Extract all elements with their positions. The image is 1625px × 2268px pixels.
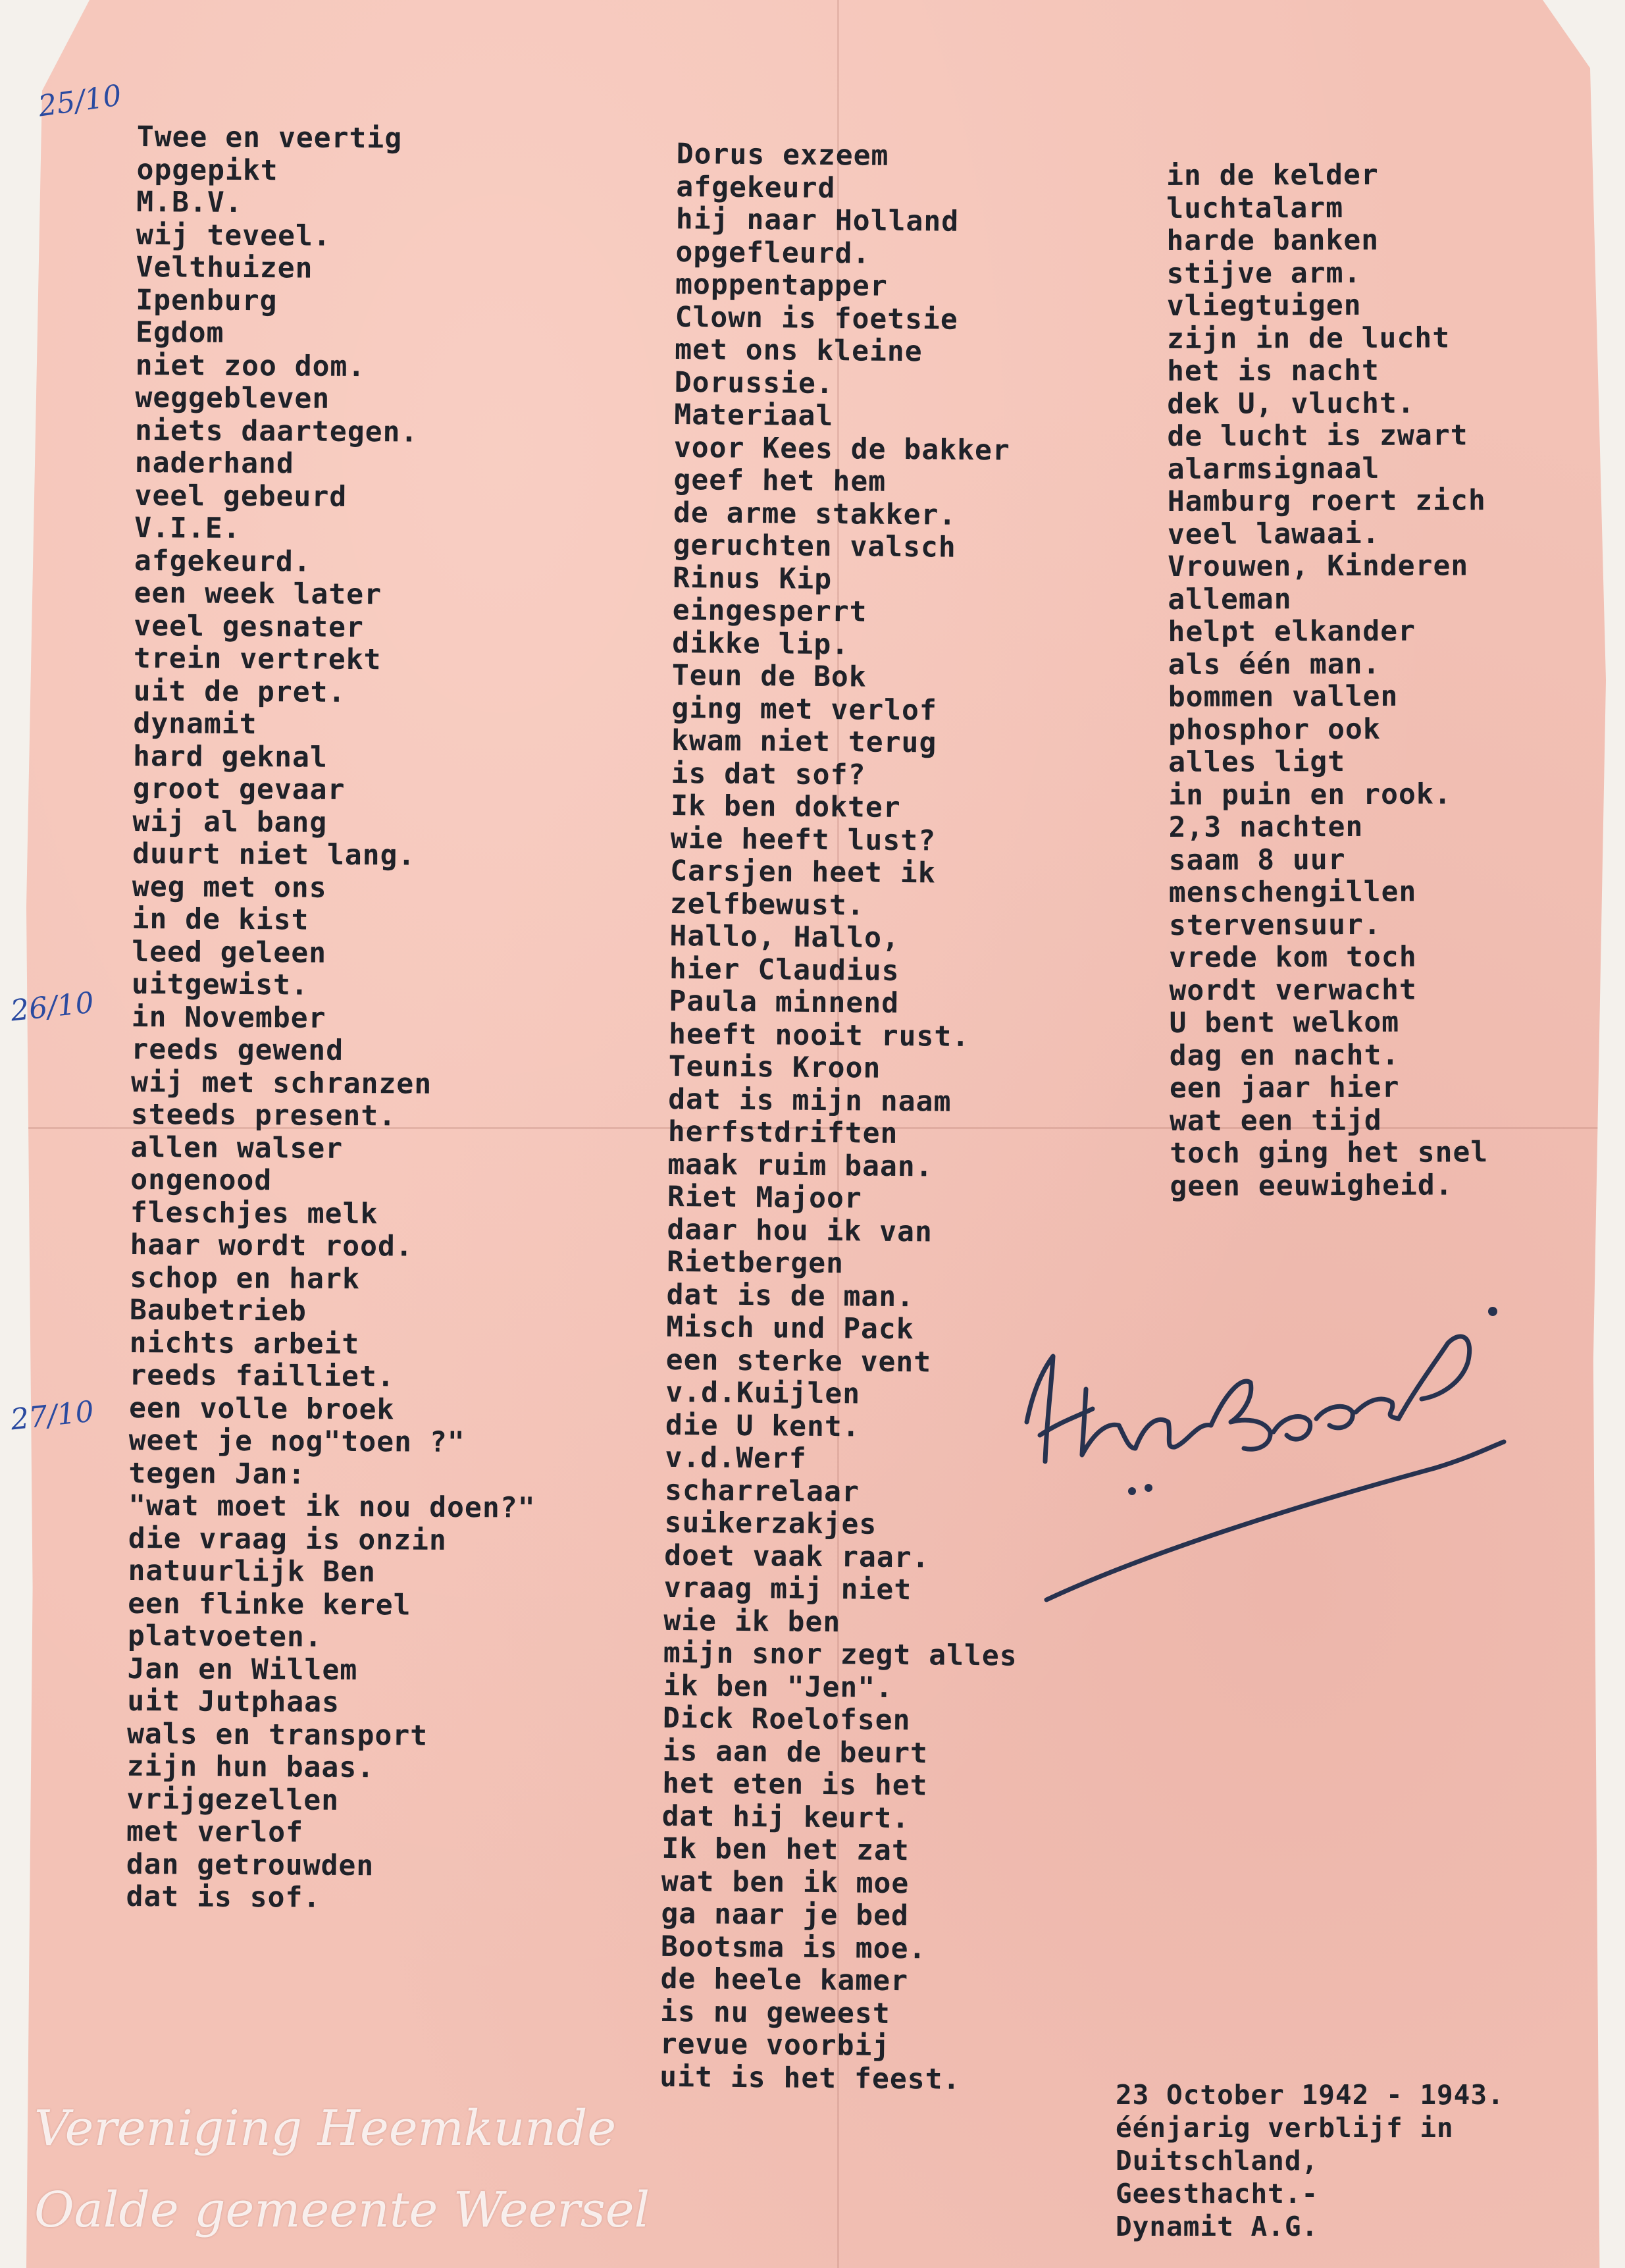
poem-line: Ik ben dokter [670, 789, 901, 825]
poem-line: Dorussie. [674, 365, 834, 400]
poem-line: scharrelaar [664, 1473, 860, 1509]
poem-line: dat is sof. [126, 1880, 321, 1914]
poem-line: allen walser [130, 1130, 344, 1165]
signature [1014, 1290, 1514, 1606]
poem-line: niet zoo dom. [135, 348, 366, 383]
poem-line: éénjarig verblijf in [1116, 2112, 1454, 2144]
poem-line: de lucht is zwart [1167, 419, 1468, 453]
footer-note [1116, 2078, 1505, 2243]
watermark-line-1: Vereniging Heemkunde [34, 2100, 617, 2157]
poem-line: hier Claudius [669, 952, 900, 988]
poem-line: hard geknal [132, 739, 328, 774]
handwritten-date-1: 25/10 [36, 78, 124, 124]
poem-line: Dorus exzeem [676, 138, 889, 172]
poem-line: afgekeurd [676, 170, 836, 205]
poem-line: platvoeten. [127, 1619, 322, 1654]
poem-line: Egdom [135, 315, 224, 350]
poem-line: voor Kees de bakker [673, 431, 1010, 467]
poem-line: is dat sof? [671, 756, 866, 792]
poem-line: alles ligt [1168, 745, 1346, 779]
poem-line: een sterke vent [665, 1343, 932, 1379]
poem-line: bommen vallen [1168, 679, 1399, 714]
poem-line: uitgewist. [131, 967, 309, 1002]
poem-line: Teunis Kroon [668, 1049, 881, 1085]
poem-line: in de kist [132, 902, 309, 937]
poem-line: vrede kom toch [1169, 940, 1417, 974]
poem-line: Riet Majoor [667, 1180, 862, 1215]
poem-column-2 [659, 138, 1031, 2097]
poem-line: hij naar Holland [675, 202, 960, 238]
handwritten-date-3: 27/10 [9, 1394, 96, 1437]
poem-column-1 [126, 121, 544, 1916]
poem-line: de heele kamer [660, 1962, 909, 1998]
poem-line: dat hij keurt. [661, 1799, 910, 1835]
poem-line: Misch und Pack [666, 1310, 914, 1346]
poem-line: Clown is foetsie [675, 300, 959, 336]
poem-line: vraag mij niet [663, 1571, 912, 1607]
poem-line: reeds failliet. [129, 1358, 395, 1394]
poem-line: Ik ben het zat [661, 1832, 910, 1868]
watermark-line-2: Oalde gemeente Weersel [34, 2182, 650, 2238]
poem-line: Geesthacht.- [1116, 2178, 1319, 2209]
poem-line: Materiaal [674, 398, 834, 433]
poem-line: ging met verlof [671, 691, 937, 727]
poem-line: Vrouwen, Kinderen [1168, 549, 1469, 583]
poem-line: nichts arbeit [129, 1326, 360, 1361]
poem-line: helpt elkander [1168, 614, 1416, 648]
poem-line: dikke lip. [672, 626, 850, 661]
poem-line: Dynamit A.G. [1116, 2211, 1319, 2242]
poem-line: afgekeurd. [134, 544, 311, 579]
poem-line: Carsjen heet ik [670, 854, 936, 890]
poem-line: in de kelder [1166, 158, 1379, 192]
poem-line: maak ruim baan. [667, 1147, 933, 1183]
poem-line: dan getrouwden [126, 1847, 374, 1882]
poem-column-3 [1166, 159, 1489, 1203]
poem-line: ik ben "Jen". [663, 1669, 894, 1704]
poem-line: v.d.Werf [665, 1440, 807, 1475]
poem-line: stervensuur. [1168, 908, 1381, 942]
poem-line: V.I.E. [134, 511, 241, 545]
poem-line: v.d.Kuijlen [665, 1375, 861, 1411]
poem-line: Paula minnend [669, 984, 900, 1020]
poem-line: ongenood [130, 1163, 272, 1198]
poem-line: dek U, vlucht. [1167, 386, 1415, 421]
poem-line: M.B.V. [136, 185, 243, 219]
poem-line: de arme stakker. [673, 496, 957, 532]
poem-line: stijve arm. [1166, 256, 1362, 290]
poem-line: duurt niet lang. [132, 837, 416, 872]
poem-line: Hallo, Hallo, [669, 919, 900, 955]
poem-line: die U kent. [665, 1408, 860, 1444]
poem-line: vrijgezellen [126, 1782, 340, 1817]
poem-line: vliegtuigen [1166, 288, 1362, 323]
poem-line: een flinke kerel [128, 1587, 411, 1622]
poem-line: dat is mijn naam [668, 1082, 952, 1119]
poem-line: uit is het feest. [659, 2060, 961, 2096]
poem-line: revue voorbij [659, 2027, 890, 2063]
poem-line: veel lawaai. [1167, 517, 1380, 551]
poem-line: met ons kleine [674, 332, 923, 369]
poem-line: wij al bang [132, 804, 328, 839]
poem-line: Rinus Kip [672, 561, 833, 596]
poem-line: "wat moet ik nou doen?" [128, 1489, 536, 1525]
poem-line: groot gevaar [132, 772, 346, 806]
poem-line: het is nacht [1167, 354, 1380, 388]
poem-line: wie heeft lust? [670, 822, 937, 857]
poem-line: alleman [1168, 582, 1292, 616]
poem-line: dat is de man. [666, 1278, 915, 1313]
poem-line: Ipenburg [136, 283, 278, 317]
poem-line: als één man. [1168, 647, 1381, 681]
poem-line: tegen Jan: [128, 1456, 306, 1491]
poem-line: weet je nog"toen ?" [128, 1423, 465, 1460]
poem-line: Duitschland, [1116, 2145, 1319, 2176]
poem-line: die vraag is onzin [128, 1521, 447, 1557]
poem-line: veel gebeurd [134, 479, 348, 514]
poem-line: geef het hem [673, 463, 887, 498]
poem-line: moppentapper [675, 267, 888, 303]
poem-line: uit de pret. [133, 674, 346, 709]
poem-line: wij met schranzen [130, 1065, 432, 1101]
poem-line: wat ben ik moe [661, 1864, 910, 1900]
poem-line: geen eeuwigheid. [1170, 1168, 1453, 1203]
poem-line: een jaar hier [1169, 1070, 1400, 1105]
poem-line: weg met ons [132, 870, 327, 905]
poem-line: phosphor ook [1168, 712, 1381, 747]
poem-line: Dick Roelofsen [662, 1701, 911, 1737]
poem-line: eingesperrt [672, 593, 867, 629]
poem-line: Baubetrieb [129, 1293, 307, 1328]
poem-line: alarmsignaal [1167, 452, 1380, 486]
poem-line: zijn in de lucht [1166, 321, 1451, 356]
poem-line: leed geleen [132, 935, 327, 970]
poem-line: wals en transport [126, 1717, 428, 1753]
poem-line: in November [131, 1000, 326, 1035]
poem-line: wordt verwacht [1169, 973, 1417, 1007]
poem-line: niets daartegen. [134, 413, 419, 449]
poem-line: reeds gewend [131, 1032, 344, 1067]
poem-line: saam 8 uur [1168, 843, 1346, 877]
poem-line: schop en hark [130, 1261, 360, 1296]
poem-line: een volle broek [128, 1391, 395, 1426]
poem-line: in puin en rook. [1168, 777, 1452, 812]
poem-line: Rietbergen [666, 1245, 844, 1280]
poem-line: harde banken [1166, 223, 1380, 257]
poem-line: dynamit [133, 706, 257, 741]
poem-line: opgefleurd. [675, 235, 871, 271]
poem-line: veel gesnater [134, 609, 365, 644]
poem-line: 23 October 1942 - 1943. [1116, 2079, 1505, 2111]
poem-line: Jan en Willem [127, 1652, 358, 1687]
poem-line: doet vaak raar. [663, 1539, 930, 1574]
poem-line: heeft nooit rust. [668, 1017, 970, 1053]
poem-line: het eten is het [661, 1766, 928, 1803]
poem-line: U bent welkom [1169, 1005, 1400, 1040]
poem-line: herfstdriften [667, 1115, 898, 1150]
poem-line: geruchten valsch [673, 528, 957, 564]
poem-line: 2,3 nachten [1168, 810, 1364, 844]
poem-line: met verlof [126, 1814, 304, 1849]
poem-line: Teun de Bok [671, 658, 867, 694]
poem-line: wij teveel. [136, 218, 331, 253]
poem-line: weggebleven [135, 381, 330, 415]
poem-line: Bootsma is moe. [660, 1930, 927, 1965]
poem-line: haar wordt rood. [130, 1228, 413, 1263]
poem-line: is aan de beurt [662, 1734, 929, 1770]
poem-line: kwam niet terug [671, 724, 937, 760]
poem-line: uit Jutphaas [127, 1684, 340, 1719]
poem-line: ga naar je bed [661, 1897, 910, 1933]
poem-line: opgepikt [136, 153, 278, 187]
poem-line: wie ik ben [663, 1604, 841, 1639]
poem-line: Twee en veertig [136, 120, 403, 155]
poem-line: daar hou ik van [667, 1213, 933, 1248]
poem-line: dag en nacht. [1169, 1038, 1400, 1072]
poem-line: Velthuizen [136, 250, 313, 285]
handwritten-date-2: 26/10 [9, 986, 96, 1028]
poem-line: Hamburg roert zich [1167, 484, 1486, 518]
poem-line: menschengillen [1168, 875, 1417, 909]
poem-line: trein vertrekt [133, 641, 382, 677]
poem-line: mijn snor zegt alles [663, 1636, 1018, 1673]
poem-line: is nu geweest [659, 1995, 890, 2030]
poem-line: zelfbewust. [669, 887, 865, 922]
poem-line: toch ging het snel [1170, 1136, 1489, 1170]
poem-line: fleschjes melk [130, 1196, 378, 1230]
poem-line: naderhand [134, 446, 294, 481]
poem-line: suikerzakjes [664, 1506, 877, 1541]
poem-line: steeds present. [130, 1097, 397, 1133]
poem-line: een week later [134, 576, 382, 612]
poem-line: zijn hun baas. [126, 1749, 375, 1785]
poem-line: wat een tijd [1170, 1103, 1382, 1138]
poem-line: natuurlijk Ben [128, 1554, 376, 1589]
poem-line: luchtalarm [1166, 191, 1344, 225]
